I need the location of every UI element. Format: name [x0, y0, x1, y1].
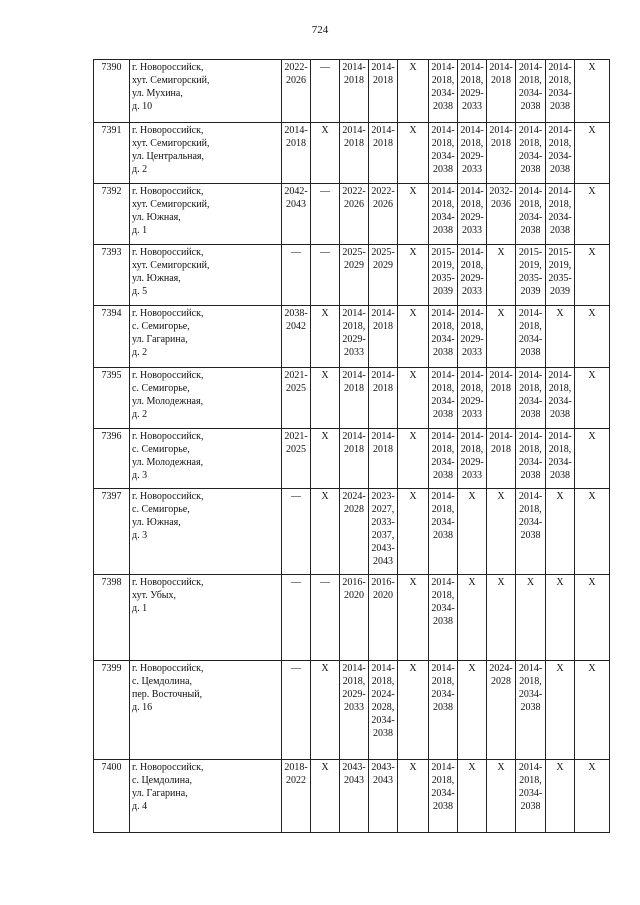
period-cell: X	[311, 368, 340, 429]
period-cell: X	[311, 429, 340, 489]
table-row	[94, 60, 610, 123]
period-cell: X	[575, 123, 610, 184]
table-row	[94, 123, 610, 184]
row-number: 7392	[94, 184, 130, 245]
period-cell: X	[575, 368, 610, 429]
period-cell: X	[575, 306, 610, 368]
period-cell: 2042- 2043	[282, 184, 311, 245]
address-cell: г. Новороссийск, с. Семигорье, ул. Южная, д. 3	[130, 489, 282, 575]
period-cell: 2014- 2018, 2034- 2038	[516, 306, 546, 368]
period-cell: 2014- 2018, 2034- 2038	[429, 184, 458, 245]
period-cell: X	[458, 760, 487, 833]
period-cell: 2014- 2018	[487, 429, 516, 489]
period-cell: X	[575, 760, 610, 833]
address-cell: г. Новороссийск, хут. Убых, д. 1	[130, 575, 282, 661]
period-cell: 2022- 2026	[282, 60, 311, 123]
period-cell: X	[398, 575, 429, 661]
row-number: 7398	[94, 575, 130, 661]
period-cell: X	[458, 575, 487, 661]
period-cell: 2014- 2018	[340, 368, 369, 429]
period-cell: 2014- 2018, 2034- 2038	[429, 575, 458, 661]
period-cell: 2015- 2019, 2035- 2039	[429, 245, 458, 306]
period-cell: 2022- 2026	[340, 184, 369, 245]
period-cell: 2014- 2018, 2029- 2033	[340, 306, 369, 368]
address-cell: г. Новороссийск, хут. Семигорский, ул. Центральная, д. 2	[130, 123, 282, 184]
table-row	[94, 661, 610, 760]
period-cell: 2043- 2043	[369, 760, 398, 833]
address-cell: г. Новороссийск, с. Семигорье, ул. Гагарина, д. 2	[130, 306, 282, 368]
period-cell: 2014- 2018, 2029- 2033	[458, 184, 487, 245]
period-cell: 2014- 2018, 2024- 2028, 2034- 2038	[369, 661, 398, 760]
period-cell: 2014- 2018	[487, 60, 516, 123]
period-cell: X	[575, 489, 610, 575]
period-cell: 2014- 2018, 2029- 2033	[458, 429, 487, 489]
row-number: 7391	[94, 123, 130, 184]
period-cell: 2025- 2029	[369, 245, 398, 306]
table-row	[94, 245, 610, 306]
period-cell: 2016- 2020	[340, 575, 369, 661]
period-cell: 2014- 2018, 2034- 2038	[429, 306, 458, 368]
page-number: 724	[311, 24, 329, 36]
registry-table	[93, 59, 610, 833]
period-cell: X	[487, 245, 516, 306]
period-cell: 2014- 2018, 2034- 2038	[546, 368, 575, 429]
table-row	[94, 760, 610, 833]
period-cell: 2014- 2018, 2029- 2033	[458, 368, 487, 429]
period-cell: 2021- 2025	[282, 429, 311, 489]
period-cell: 2014- 2018, 2029- 2033	[458, 245, 487, 306]
address-cell: г. Новороссийск, с. Цемдолина, пер. Восточный, д. 16	[130, 661, 282, 760]
period-cell: X	[575, 60, 610, 123]
address-cell: г. Новороссийск, с. Цемдолина, ул. Гагарина, д. 4	[130, 760, 282, 833]
period-cell: X	[311, 489, 340, 575]
period-cell: X	[575, 661, 610, 760]
period-cell: X	[398, 368, 429, 429]
period-cell: X	[546, 760, 575, 833]
period-cell: 2014- 2018	[340, 429, 369, 489]
period-cell: 2022- 2026	[369, 184, 398, 245]
period-cell: 2016- 2020	[369, 575, 398, 661]
address-cell: г. Новороссийск, с. Семигорье, ул. Молодежная, д. 3	[130, 429, 282, 489]
row-number: 7390	[94, 60, 130, 123]
table-row	[94, 489, 610, 575]
period-cell: X	[311, 760, 340, 833]
period-cell: X	[575, 575, 610, 661]
period-cell: 2014- 2018, 2034- 2038	[546, 123, 575, 184]
period-cell: X	[398, 123, 429, 184]
period-cell: 2025- 2029	[340, 245, 369, 306]
row-number: 7396	[94, 429, 130, 489]
period-cell: —	[311, 184, 340, 245]
period-cell: X	[546, 489, 575, 575]
period-cell: 2014- 2018, 2034- 2038	[429, 429, 458, 489]
period-cell: 2043- 2043	[340, 760, 369, 833]
period-cell: X	[311, 306, 340, 368]
period-cell: 2014- 2018	[369, 60, 398, 123]
period-cell: X	[458, 489, 487, 575]
period-cell: 2014- 2018	[340, 123, 369, 184]
period-cell: X	[575, 429, 610, 489]
period-cell: 2032- 2036	[487, 184, 516, 245]
address-cell: г. Новороссийск, с. Семигорье, ул. Молодежная, д. 2	[130, 368, 282, 429]
table-row	[94, 306, 610, 368]
period-cell: 2014- 2018	[340, 60, 369, 123]
period-cell: X	[398, 184, 429, 245]
period-cell: 2014- 2018	[487, 368, 516, 429]
period-cell: X	[311, 661, 340, 760]
period-cell: 2038- 2042	[282, 306, 311, 368]
period-cell: X	[516, 575, 546, 661]
period-cell: 2014- 2018, 2034- 2038	[516, 60, 546, 123]
period-cell: X	[398, 429, 429, 489]
period-cell: 2014- 2018, 2034- 2038	[429, 489, 458, 575]
row-number: 7394	[94, 306, 130, 368]
period-cell: X	[546, 661, 575, 760]
period-cell: 2014- 2018, 2029- 2033	[458, 123, 487, 184]
address-cell: г. Новороссийск, хут. Семигорский, ул. Южная, д. 1	[130, 184, 282, 245]
period-cell: 2021- 2025	[282, 368, 311, 429]
period-cell: X	[487, 760, 516, 833]
period-cell: X	[311, 123, 340, 184]
period-cell: X	[398, 245, 429, 306]
period-cell: —	[311, 60, 340, 123]
period-cell: 2014- 2018, 2034- 2038	[516, 368, 546, 429]
period-cell: X	[546, 575, 575, 661]
period-cell: 2014- 2018, 2029- 2033	[458, 60, 487, 123]
period-cell: X	[398, 306, 429, 368]
period-cell: 2014- 2018, 2034- 2038	[516, 661, 546, 760]
period-cell: 2014- 2018, 2034- 2038	[429, 760, 458, 833]
period-cell: 2014- 2018, 2034- 2038	[429, 368, 458, 429]
period-cell: —	[311, 245, 340, 306]
period-cell: X	[458, 661, 487, 760]
address-cell: г. Новороссийск, хут. Семигорский, ул. Южная, д. 5	[130, 245, 282, 306]
period-cell: 2014- 2018, 2034- 2038	[516, 123, 546, 184]
period-cell: X	[487, 489, 516, 575]
period-cell: 2014- 2018	[369, 368, 398, 429]
period-cell: 2014- 2018, 2034- 2038	[546, 429, 575, 489]
period-cell: X	[398, 60, 429, 123]
period-cell: 2014- 2018, 2034- 2038	[516, 760, 546, 833]
period-cell: 2024- 2028	[487, 661, 516, 760]
period-cell: 2014- 2018, 2034- 2038	[516, 184, 546, 245]
period-cell: 2014- 2018	[369, 429, 398, 489]
period-cell: 2015- 2019, 2035- 2039	[516, 245, 546, 306]
period-cell: —	[282, 575, 311, 661]
table-row	[94, 368, 610, 429]
row-number: 7395	[94, 368, 130, 429]
period-cell: X	[487, 306, 516, 368]
period-cell: 2023- 2027, 2033- 2037, 2043- 2043	[369, 489, 398, 575]
period-cell: 2014- 2018	[282, 123, 311, 184]
registry-table-body	[94, 60, 610, 833]
row-number: 7393	[94, 245, 130, 306]
period-cell: 2014- 2018, 2034- 2038	[429, 661, 458, 760]
period-cell: 2015- 2019, 2035- 2039	[546, 245, 575, 306]
period-cell: 2014- 2018	[369, 123, 398, 184]
period-cell: X	[546, 306, 575, 368]
period-cell: 2014- 2018, 2034- 2038	[516, 429, 546, 489]
period-cell: X	[398, 661, 429, 760]
period-cell: 2014- 2018, 2034- 2038	[429, 123, 458, 184]
period-cell: 2014- 2018	[487, 123, 516, 184]
period-cell: 2014- 2018, 2034- 2038	[429, 60, 458, 123]
table-row	[94, 184, 610, 245]
row-number: 7397	[94, 489, 130, 575]
period-cell: X	[575, 245, 610, 306]
period-cell: —	[282, 661, 311, 760]
period-cell: 2014- 2018, 2029- 2033	[458, 306, 487, 368]
row-number: 7400	[94, 760, 130, 833]
period-cell: X	[398, 489, 429, 575]
period-cell: 2014- 2018, 2034- 2038	[516, 489, 546, 575]
period-cell: 2014- 2018, 2034- 2038	[546, 184, 575, 245]
period-cell: 2014- 2018	[369, 306, 398, 368]
period-cell: 2018- 2022	[282, 760, 311, 833]
period-cell: X	[487, 575, 516, 661]
row-number: 7399	[94, 661, 130, 760]
period-cell: 2014- 2018, 2034- 2038	[546, 60, 575, 123]
period-cell: —	[282, 245, 311, 306]
period-cell: X	[398, 760, 429, 833]
period-cell: —	[311, 575, 340, 661]
period-cell: 2024- 2028	[340, 489, 369, 575]
address-cell: г. Новороссийск, хут. Семигорский, ул. Мухина, д. 10	[130, 60, 282, 123]
period-cell: 2014- 2018, 2029- 2033	[340, 661, 369, 760]
table-row	[94, 575, 610, 661]
table-row	[94, 429, 610, 489]
period-cell: —	[282, 489, 311, 575]
period-cell: X	[575, 184, 610, 245]
